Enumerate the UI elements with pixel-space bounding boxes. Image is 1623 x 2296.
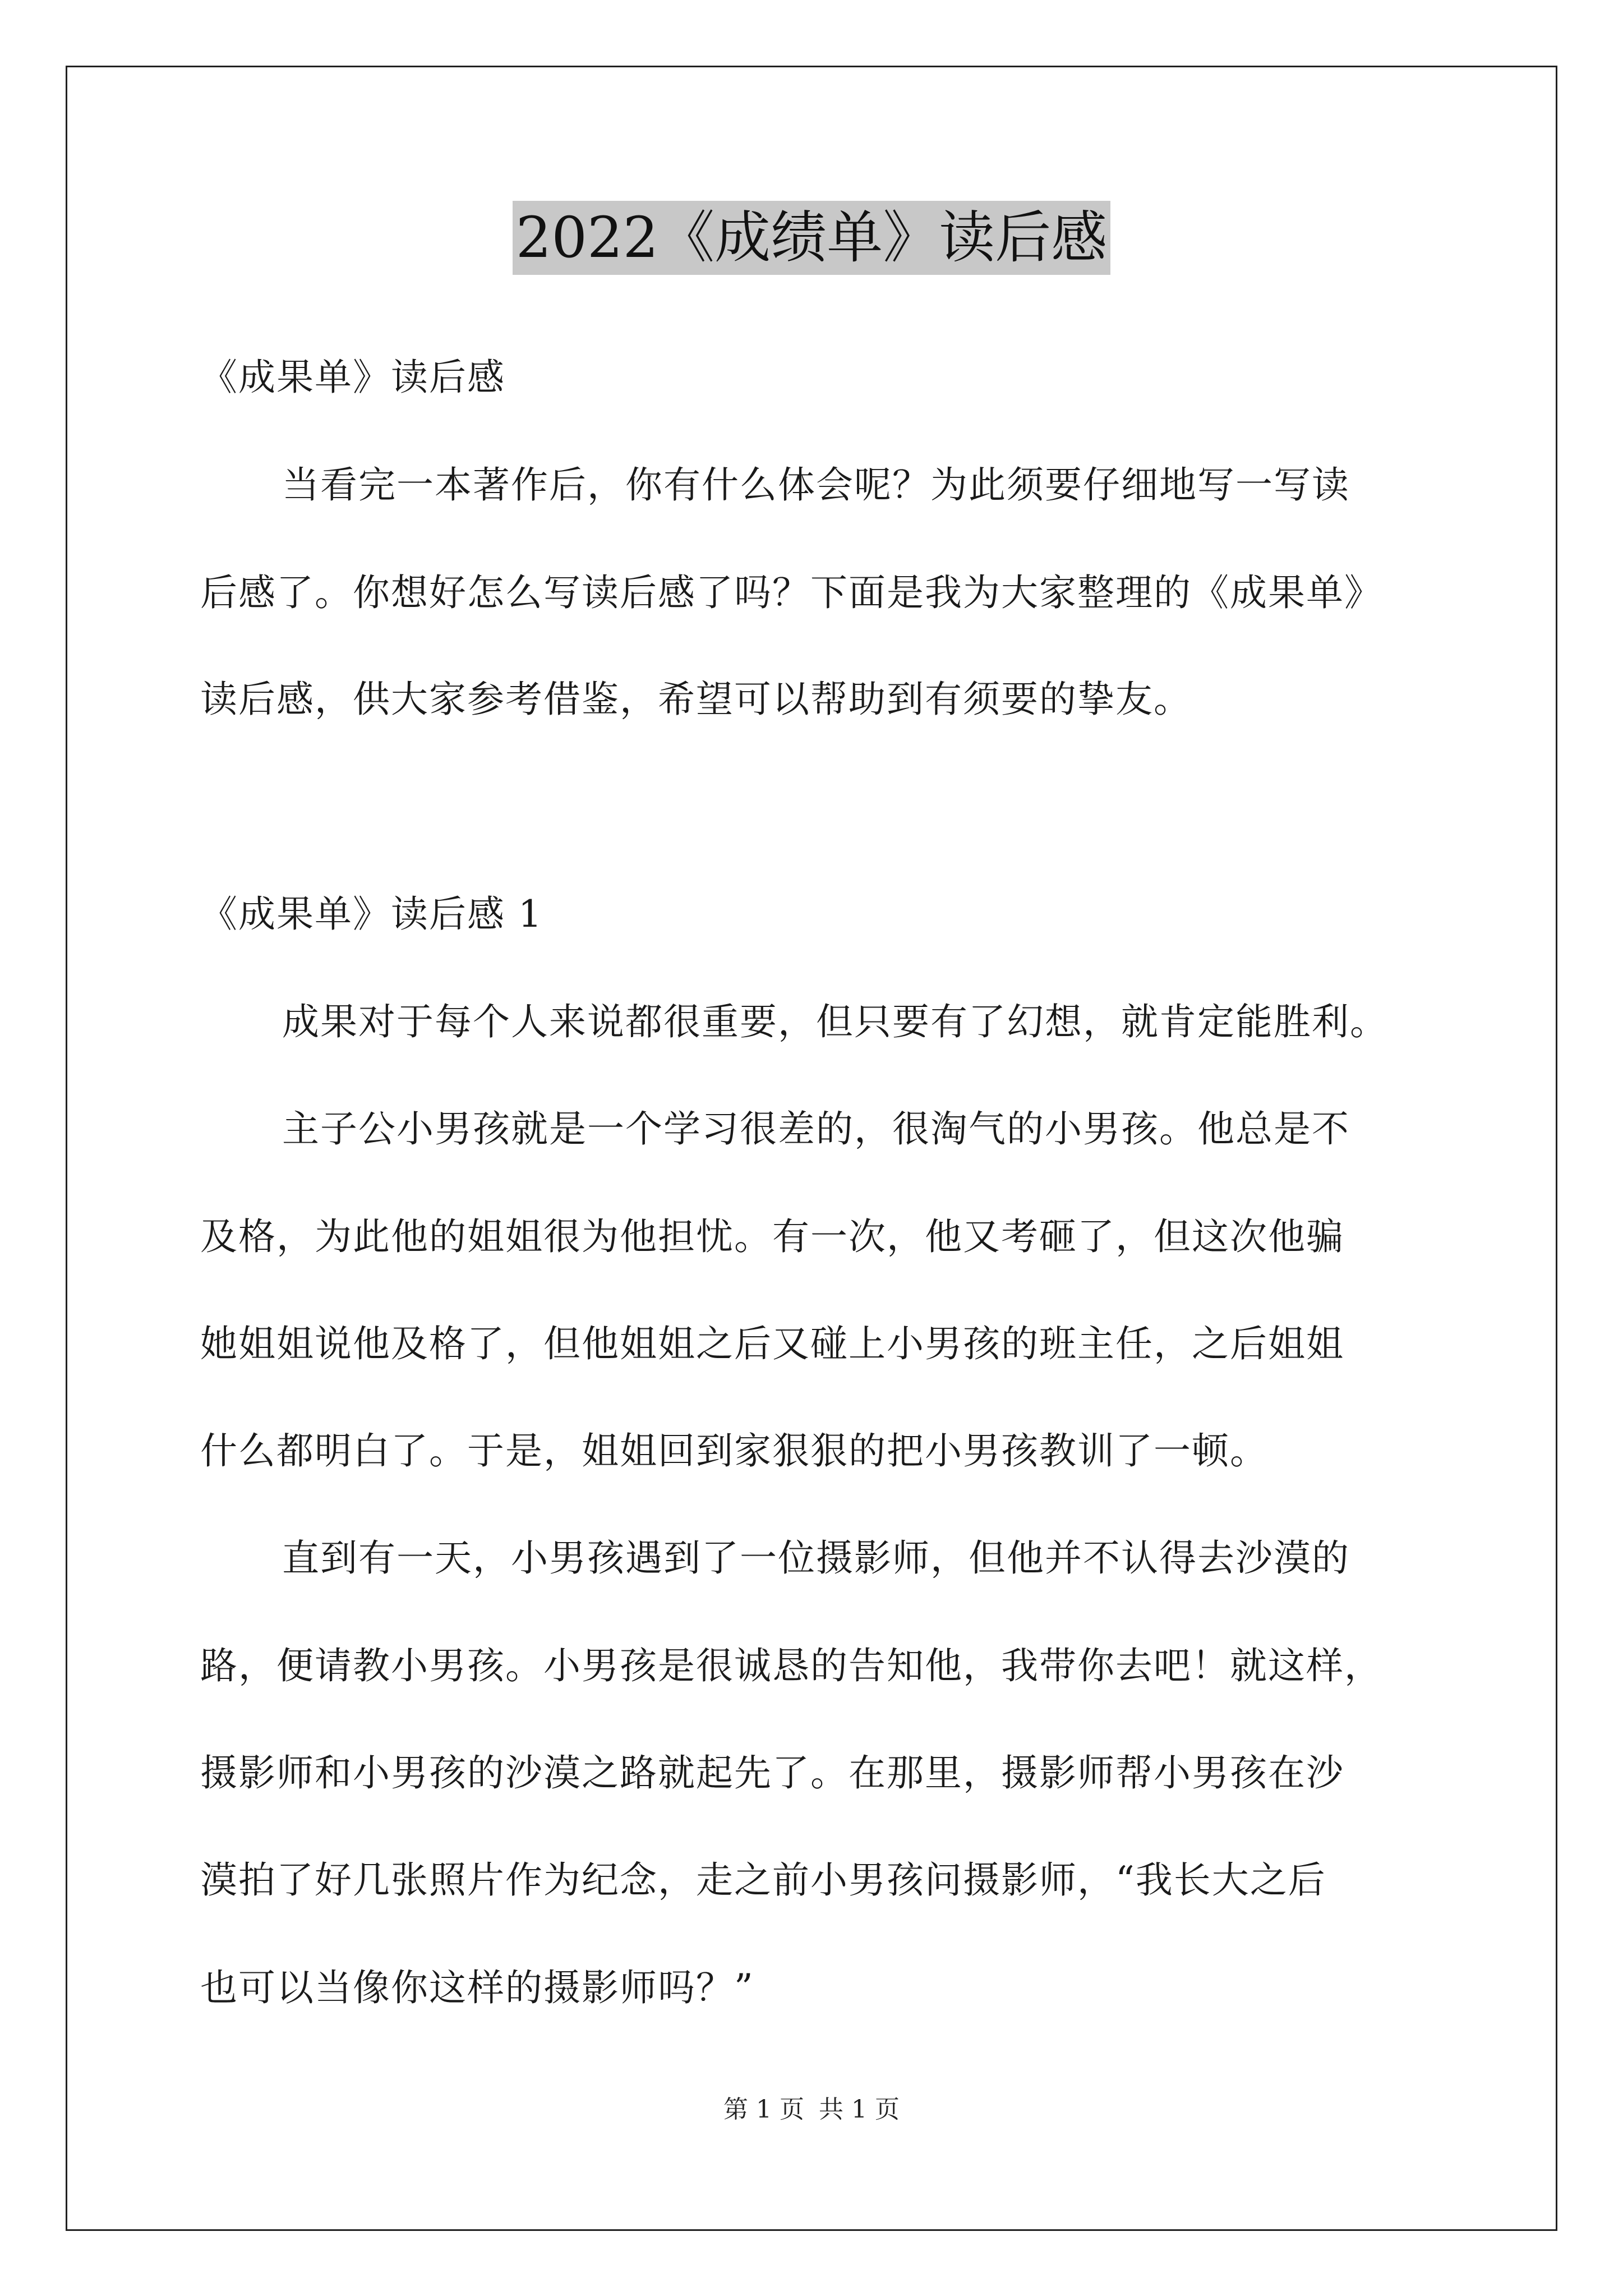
section-heading: 《成果单》读后感 1 [200,892,543,936]
title-container [0,201,1623,275]
paragraph-line: 及格，为此他的姐姐很为他担忧。有一次，他又考砸了，但这次他骗 [200,1215,1344,1258]
paragraph-line: 摄影师和小男孩的沙漠之路就起先了。在那里，摄影师帮小男孩在沙 [200,1751,1344,1795]
paragraph-line: 她姐姐说他及格了，但他姐姐之后又碰上小男孩的班主任，之后姐姐 [200,1322,1344,1365]
document-title: 2022《成绩单》读后感 [513,201,1111,275]
paragraph-line: 直到有一天，小男孩遇到了一位摄影师，但他并不认得去沙漠的 [282,1536,1350,1580]
paragraph-line: 什么都明白了。于是，姐姐回到家狠狠的把小男孩教训了一顿。 [200,1429,1268,1473]
paragraph-line: 路，便请教小男孩。小男孩是很诚恳的告知他，我带你去吧！就这样， [200,1644,1382,1687]
paragraph-line: 当看完一本著作后，你有什么体会呢？为此须要仔细地写一写读 [282,463,1350,507]
section-heading: 《成果单》读后感 [200,356,505,399]
page-number: 第 1 页 [723,2095,804,2124]
page-total: 共 1 页 [819,2095,900,2124]
paragraph-line: 后感了。你想好怎么写读后感了吗？下面是我为大家整理的《成果单》 [200,571,1382,614]
paragraph-line: 读后感，供大家参考借鉴，希望可以帮助到有须要的挚友。 [200,678,1192,721]
paragraph-line: 主子公小男孩就是一个学习很差的，很淘气的小男孩。他总是不 [282,1107,1350,1151]
page-footer [0,2094,1623,2125]
paragraph-line: 漠拍了好几张照片作为纪念，走之前小男孩问摄影师，“我长大之后 [200,1858,1326,1902]
paragraph-line: 成果对于每个人来说都很重要，但只要有了幻想，就肯定能胜利。 [282,1000,1388,1043]
paragraph-line: 也可以当像你这样的摄影师吗？” [200,1966,754,2009]
